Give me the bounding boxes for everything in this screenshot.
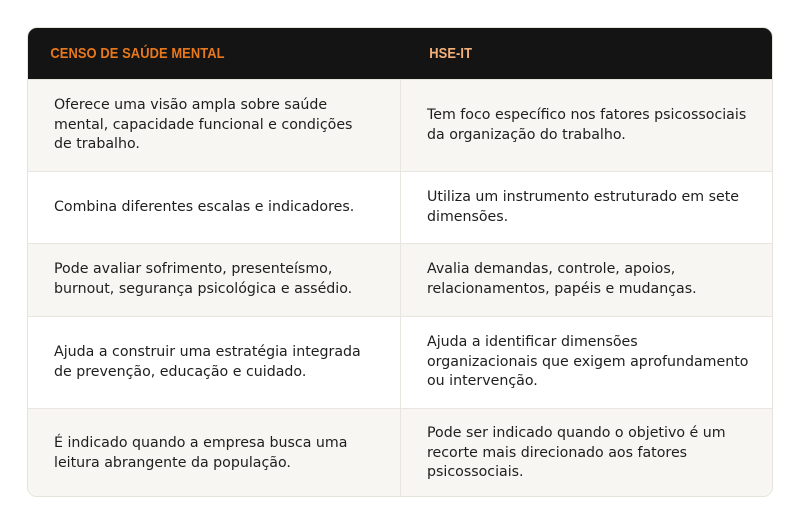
comparison-table: [27, 27, 773, 497]
table-row: [28, 171, 772, 243]
table-cell: Oferece uma visão ampla sobre saúde mental, capacidade funcional e condições de trabalho.: [54, 97, 353, 153]
table-cell: Ajuda a construir uma estratégia integrada de prevenção, educação e cuidado.: [54, 343, 361, 380]
header-censo: CENSO DE SAÚDE MENTAL: [50, 45, 225, 62]
table-row: [28, 408, 772, 497]
table-row: [28, 79, 772, 171]
table-cell: Combina diferentes escalas e indicadores.: [54, 198, 355, 215]
table-row: [28, 243, 772, 316]
table-cell: Avalia demandas, controle, apoios, relacionamentos, papéis e mudanças.: [400, 244, 772, 316]
table-row: [28, 316, 772, 408]
table-cell: É indicado quando a empresa busca uma leitura abrangente da população.: [54, 434, 348, 471]
table-cell: Pode avaliar sofrimento, presenteísmo, burnout, segurança psicológica e assédio.: [54, 261, 353, 297]
table-cell: Pode ser indicado quando o objetivo é um recorte mais direcionado aos fatores psicossociais.: [400, 409, 772, 497]
table-cell: Utiliza um instrumento estruturado em sete dimensões.: [400, 172, 772, 243]
table-cell: Ajuda a identificar dimensões organizacionais que exigem aprofundamento ou intervenção.: [400, 317, 772, 408]
header-hse-it: HSE-IT: [429, 45, 473, 62]
table-cell: Tem foco específico nos fatores psicossociais da organização do trabalho.: [400, 80, 772, 171]
table-header: [28, 28, 772, 79]
